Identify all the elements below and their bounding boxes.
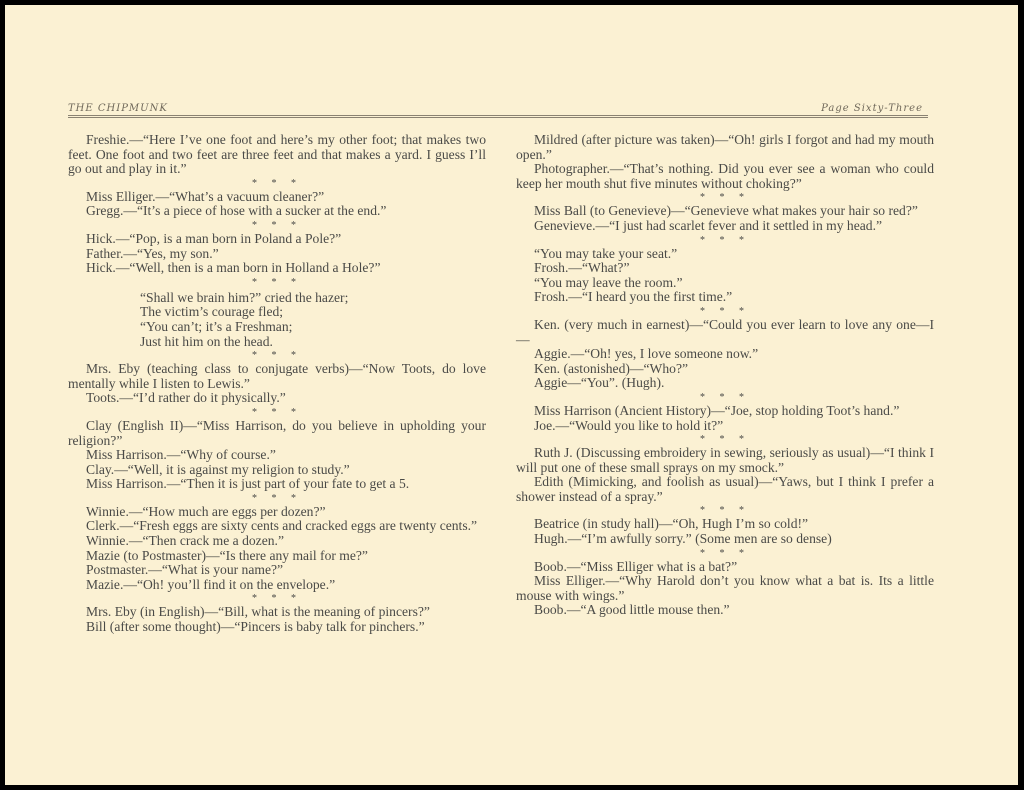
section-divider-stars: * * * <box>700 434 750 446</box>
joke-paragraph: Clerk.—“Fresh eggs are sixty cents and cracked eggs are twenty cents.” <box>86 518 478 534</box>
joke-paragraph: Toots.—“I’d rather do it physically.” <box>86 390 286 406</box>
joke-paragraph: Ken. (astonished)—“Who?” <box>534 360 689 376</box>
joke-paragraph: Winnie.—“How much are eggs per dozen?” <box>86 503 326 519</box>
joke-paragraph: Miss Harrison.—“Then it is just part of your fate to get a 5. <box>86 476 410 492</box>
joke-paragraph: Boob.—“A good little mouse then.” <box>534 602 730 618</box>
section-divider-stars: * * * <box>700 391 750 403</box>
joke-paragraph: Postmaster.—“What is your name?” <box>86 562 284 578</box>
joke-paragraph: Photographer.—“That’s nothing. Did you ever see a woman who could keep her mouth shut five minutes without choking?” <box>516 161 934 191</box>
joke-paragraph: Ken. (very much in earnest)—“Could you ever learn to love any one—I— <box>516 316 934 347</box>
joke-paragraph: Edith (Mimicking, and foolish as usual)—“Yaws, but I think I prefer a shower instead of a spray.” <box>516 474 934 504</box>
joke-paragraph: Clay (English II)—“Miss Harrison, do you believe in upholding your religion?” <box>68 417 486 448</box>
poem-stanza <box>140 291 486 349</box>
joke-paragraph: Father.—“Yes, my son.” <box>86 245 219 261</box>
joke-paragraph: Miss Elliger.—“What’s a vacuum cleaner?” <box>86 188 325 204</box>
section-divider-stars: * * * <box>700 192 750 204</box>
joke-paragraph: Bill (after some thought)—“Pincers is baby talk for pinchers.” <box>86 619 425 635</box>
joke-paragraph: Miss Ball (to Genevieve)—“Genevieve what makes your hair so red?” <box>534 203 918 219</box>
joke-paragraph: Clay.—“Well, it is against my religion to study.” <box>86 461 350 477</box>
running-header-title: THE CHIPMUNK <box>68 103 168 114</box>
joke-paragraph: Mildred (after picture was taken)—“Oh! girls I forgot and had my mouth open.” <box>516 132 934 162</box>
joke-paragraph: Miss Harrison.—“Why of course.” <box>86 447 276 463</box>
section-divider-stars: * * * <box>700 305 750 317</box>
section-divider-stars: * * * <box>252 219 302 231</box>
joke-paragraph: “You may leave the room.” <box>534 274 683 290</box>
joke-paragraph: Miss Harrison (Ancient History)—“Joe, stop holding Toot’s hand.” <box>534 402 900 418</box>
joke-paragraph: Gregg.—“It’s a piece of hose with a sucker at the end.” <box>86 203 387 219</box>
section-divider-stars: * * * <box>700 547 750 559</box>
right-column <box>516 133 934 618</box>
section-divider-stars: * * * <box>252 350 302 362</box>
joke-paragraph: Freshie.—“Here I’ve one foot and here’s my other foot; that makes two feet. One foot and two feet are three feet and that makes a yard. I guess I’ll go out and play in it.” <box>68 132 486 177</box>
section-divider-stars: * * * <box>252 593 302 605</box>
poem-line: “Shall we brain him?” cried the hazer; <box>140 289 349 305</box>
section-divider-stars: * * * <box>252 177 302 189</box>
joke-paragraph: Mazie.—“Oh! you’ll find it on the envelope.” <box>86 576 336 592</box>
section-divider-stars: * * * <box>252 492 302 504</box>
header-rule <box>68 115 928 118</box>
joke-paragraph: Hick.—“Pop, is a man born in Poland a Pole?” <box>86 230 342 246</box>
joke-paragraph: Ruth J. (Discussing embroidery in sewing, seriously as usual)—“I think I will put one of these small sprays on my smock.” <box>516 445 934 475</box>
joke-paragraph: Winnie.—“Then crack me a dozen.” <box>86 533 284 549</box>
section-divider-stars: * * * <box>700 505 750 517</box>
joke-paragraph: Mrs. Eby (teaching class to conjugate verbs)—“Now Toots, do love mentally while I listen to Lewis.” <box>68 361 486 391</box>
section-divider-stars: * * * <box>252 406 302 418</box>
joke-paragraph: Frosh.—“What?” <box>534 260 630 276</box>
poem-line: The victim’s courage fled; <box>140 304 284 320</box>
section-divider-stars: * * * <box>252 276 302 288</box>
joke-paragraph: Frosh.—“I heard you the first time.” <box>534 289 733 305</box>
joke-paragraph: Hick.—“Well, then is a man born in Holland a Hole?” <box>86 260 381 276</box>
section-divider-stars: * * * <box>700 234 750 246</box>
joke-paragraph: Hugh.—“I’m awfully sorry.” (Some men are so dense) <box>534 531 832 547</box>
poem-line: “You can’t; it’s a Freshman; <box>140 318 293 334</box>
joke-paragraph: Miss Elliger.—“Why Harold don’t you know what a bat is. Its a little mouse with wings.” <box>516 573 934 603</box>
scanned-page <box>5 5 1018 785</box>
joke-paragraph: Aggie—“You”. (Hugh). <box>534 375 665 391</box>
joke-paragraph: “You may take your seat.” <box>534 245 678 261</box>
joke-paragraph: Joe.—“Would you like to hold it?” <box>534 417 724 433</box>
joke-paragraph: Boob.—“Miss Elliger what is a bat?” <box>534 558 738 574</box>
joke-paragraph: Beatrice (in study hall)—“Oh, Hugh I’m so cold!” <box>534 516 809 532</box>
joke-paragraph: Genevieve.—“I just had scarlet fever and it settled in my head.” <box>534 217 883 233</box>
running-header-page-number: Page Sixty-Three <box>821 103 923 114</box>
poem-line: Just hit him on the head. <box>140 333 273 349</box>
joke-paragraph: Aggie.—“Oh! yes, I love someone now.” <box>534 346 759 362</box>
joke-paragraph: Mazie (to Postmaster)—“Is there any mail for me?” <box>86 547 368 563</box>
left-column <box>68 133 486 635</box>
joke-paragraph: Mrs. Eby (in English)—“Bill, what is the meaning of pincers?” <box>86 604 430 620</box>
